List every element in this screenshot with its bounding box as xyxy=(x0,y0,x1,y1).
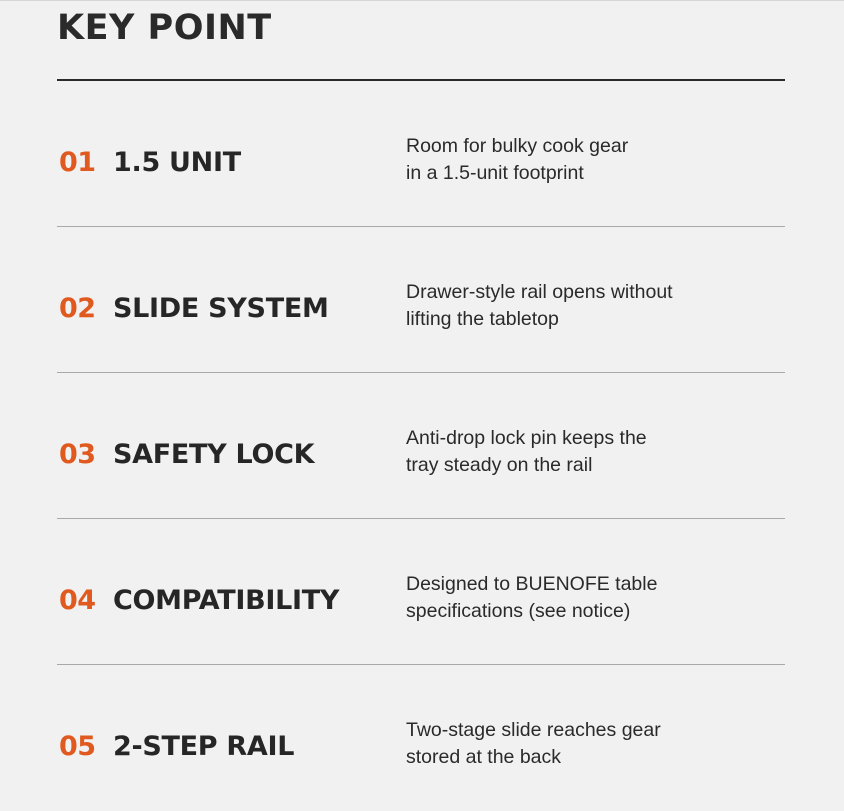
key-point-number: 04 xyxy=(59,585,96,616)
key-point-list xyxy=(57,81,785,811)
description-line: specifications (see notice) xyxy=(406,600,631,622)
key-point-name: SLIDE SYSTEM xyxy=(113,293,329,324)
key-point-name: COMPATIBILITY xyxy=(113,585,340,616)
key-point-number: 05 xyxy=(59,731,96,762)
description-line: Two-stage slide reaches gear xyxy=(406,719,661,741)
description-line: Designed to BUENOFE table xyxy=(406,573,658,595)
key-point-description xyxy=(406,279,726,333)
key-point-number: 02 xyxy=(59,293,96,324)
key-point-item xyxy=(57,373,785,519)
key-point-name: SAFETY LOCK xyxy=(113,439,315,470)
description-line: tray steady on the rail xyxy=(406,454,593,476)
key-point-item xyxy=(57,81,785,227)
description-line: stored at the back xyxy=(406,746,562,768)
description-line: Room for bulky cook gear xyxy=(406,135,629,157)
description-line: in a 1.5-unit footprint xyxy=(406,162,584,184)
key-point-name: 2-STEP RAIL xyxy=(113,731,295,762)
key-point-number: 01 xyxy=(59,147,96,178)
page-title: KEY POINT xyxy=(57,8,272,48)
description-line: Drawer-style rail opens without xyxy=(406,281,673,303)
top-border xyxy=(0,0,844,1)
description-line: lifting the tabletop xyxy=(406,308,559,330)
key-point-item xyxy=(57,519,785,665)
key-point-description xyxy=(406,133,726,187)
key-point-item xyxy=(57,227,785,373)
description-line: Anti-drop lock pin keeps the xyxy=(406,427,647,449)
key-point-description xyxy=(406,717,726,771)
key-point-item xyxy=(57,665,785,811)
key-point-description xyxy=(406,571,726,625)
key-point-number: 03 xyxy=(59,439,96,470)
key-point-name: 1.5 UNIT xyxy=(113,147,241,178)
key-point-description xyxy=(406,425,726,479)
